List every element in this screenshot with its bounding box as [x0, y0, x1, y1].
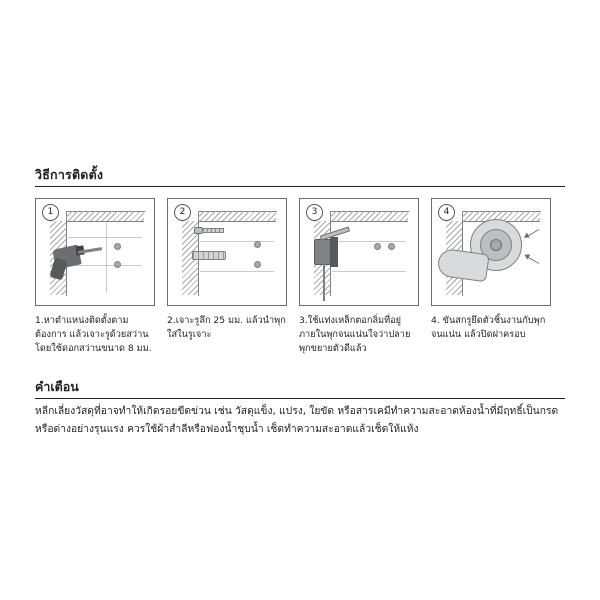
drilled-hole [254, 261, 261, 268]
install-step-4 [431, 198, 563, 356]
wall-face [330, 211, 409, 296]
step-4-caption: 4. ขันสกรูยึดตัวชิ้นงานกับพุกจนแน่น แล้วปิดฝาครอบ [431, 315, 546, 340]
drilled-hole [114, 243, 121, 250]
bracket-plate [330, 237, 338, 267]
step-4-illustration [431, 198, 551, 306]
install-step-3 [299, 198, 431, 356]
warning-title-divider [35, 398, 565, 399]
step-2-number: 2 [174, 204, 191, 221]
drilled-hole [374, 243, 381, 250]
tile-line [68, 237, 142, 238]
step-1-caption: 1.หาตำแหน่งติดตั้งตามต้องการ แล้วเจาะรูด้วยสว่าน โดยใช้ดอกสว่านขนาด 8 มม. [35, 315, 152, 354]
install-step-2 [167, 198, 299, 356]
tile-line [200, 271, 274, 272]
step-3-illustration [299, 198, 419, 306]
tile-line [200, 241, 274, 242]
step-1-illustration [35, 198, 155, 306]
tile-line [68, 265, 142, 266]
bracket-stem [323, 263, 325, 301]
screw-icon [194, 227, 224, 234]
drilled-hole [388, 243, 395, 250]
step-3-number: 3 [306, 204, 323, 221]
tile-line [332, 241, 406, 242]
wall-section-hatch-top [330, 211, 408, 222]
install-title-divider [35, 186, 565, 187]
step-2-illustration [167, 198, 287, 306]
drilled-hole [254, 241, 261, 248]
warning-text: หลีกเลี่ยงวัสดุที่อาจทำให้เกิดรอยขีดข่วน เช่น วัสดุแข็ง, แปรง, ใยขัด หรือสารเคมีทำความสะอาดห้องน้ำที่มีฤทธิ์เป็นกรดหรือด่างอย่างรุนแรง ควรใช้ผ้าสำลีหรือฟองน้ำชุบน้ำ เช็ดทำความสะอาดแล้วเช็ดให้แห้ง [35, 405, 559, 435]
drilled-hole [114, 261, 121, 268]
wall-anchor-icon [192, 251, 226, 260]
wall-section-hatch-top [198, 211, 276, 222]
install-step-1 [35, 198, 167, 356]
step-1-number: 1 [42, 204, 59, 221]
towel-bar-tube [436, 248, 489, 283]
screw-shaft [202, 228, 224, 233]
install-steps [35, 198, 565, 356]
step-2-caption: 2.เจาะรูลึก 25 มม. แล้วนำพุกใส่ในรูเจาะ [167, 315, 286, 340]
warning-section-title: คำเตือน [35, 379, 79, 394]
cover-cap-hub [490, 239, 502, 251]
step-4-number: 4 [438, 204, 455, 221]
step-3-caption: 3.ใช้แท่งเหล็กตอกลิ่มที่อยู่ภายในพุกจนแน่นใจว่าปลายพุกขยายตัวดีแล้ว [299, 315, 411, 354]
install-section-title: วิธีการติดตั้ง [35, 167, 104, 182]
wall-section-hatch-top [66, 211, 144, 222]
tile-line [106, 223, 107, 293]
tile-line [332, 271, 406, 272]
